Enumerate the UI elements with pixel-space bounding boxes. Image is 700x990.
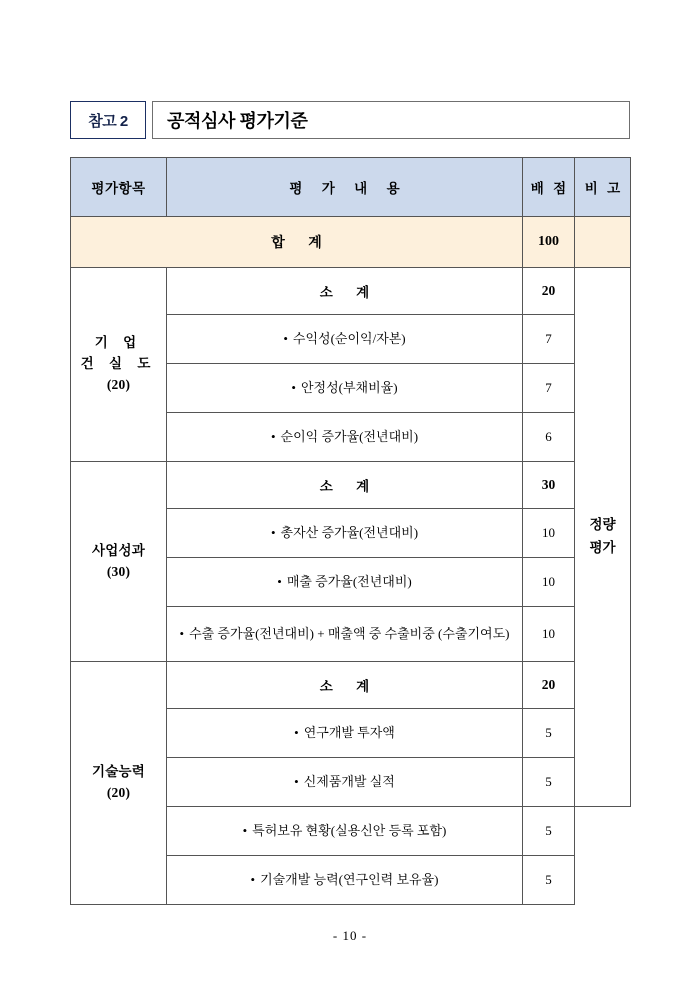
total-label: 합 계 [71, 217, 523, 268]
header-cell-item: 평가항목 [71, 158, 167, 217]
subtotal-score-1: 20 [523, 268, 575, 315]
note-line1: 정량 [589, 517, 616, 533]
bullet-icon: • [250, 872, 256, 888]
subtotal-label-1: 소 계 [167, 268, 523, 315]
criteria-score: 5 [523, 807, 575, 856]
category-cell-3 [71, 662, 167, 905]
note-cell-quantitative [575, 268, 631, 807]
criteria-desc [167, 607, 523, 662]
category-name-line2: (20) [106, 785, 131, 800]
bullet-icon: • [294, 725, 299, 741]
page-number: - 10 - [332, 928, 368, 943]
criteria-desc-text: 수익성(순이익/자본) [292, 331, 406, 347]
criteria-score: 10 [523, 509, 575, 558]
criteria-desc-text: 총자산 증가율(전년대비) [280, 525, 419, 541]
bullet-icon: • [291, 380, 296, 396]
category-name-line1: 기술능력 [92, 764, 145, 780]
category-name-line1: 기 업 [94, 335, 143, 351]
criteria-desc [167, 558, 523, 607]
criteria-desc-text: 특허보유 현황(실용신안 등록 포함) [252, 823, 447, 839]
criteria-score: 7 [523, 315, 575, 364]
criteria-desc-text: 안정성(부채비율) [300, 380, 398, 396]
criteria-desc [167, 509, 523, 558]
criteria-score: 5 [523, 758, 575, 807]
bullet-icon: • [270, 525, 276, 541]
total-note [575, 217, 631, 268]
bullet-icon: • [242, 823, 248, 839]
table-row-total [71, 217, 631, 268]
header-cell-score: 배 점 [523, 158, 575, 217]
bullet-icon: • [277, 574, 282, 590]
table-row-subtotal [71, 662, 631, 709]
criteria-score: 6 [523, 413, 575, 462]
page-title: 공적심사 평가기준 [167, 111, 308, 131]
table-row-subtotal [71, 462, 631, 509]
criteria-desc [167, 364, 523, 413]
criteria-table-wrapper [70, 157, 630, 905]
category-name-line1: 사업성과 [92, 542, 145, 558]
criteria-score: 5 [523, 856, 575, 905]
reference-tag: 참고 2 [70, 101, 146, 139]
total-score: 100 [523, 217, 575, 268]
category-cell-1 [71, 268, 167, 462]
criteria-desc-text: 수출 증가율(전년대비) + 매출액 중 수출비중 (수출기여도) [189, 626, 510, 642]
bullet-icon: • [270, 429, 276, 445]
category-name-line2: (30) [106, 563, 131, 579]
table-header-row [71, 158, 631, 217]
subtotal-label-2: 소 계 [167, 462, 523, 509]
criteria-desc [167, 315, 523, 364]
header-title-box [152, 101, 630, 139]
criteria-score: 5 [523, 709, 575, 758]
criteria-desc [167, 856, 523, 905]
header-cell-note: 비 고 [575, 158, 631, 217]
criteria-desc-text: 연구개발 투자액 [303, 725, 395, 741]
header-cell-desc: 평 가 내 용 [167, 158, 523, 217]
bullet-icon: • [294, 774, 299, 790]
criteria-score: 10 [523, 558, 575, 607]
criteria-desc [167, 709, 523, 758]
criteria-desc [167, 758, 523, 807]
note-line2: 평가 [589, 540, 616, 555]
criteria-table [70, 157, 631, 905]
criteria-score: 10 [523, 607, 575, 662]
subtotal-label-3: 소 계 [167, 662, 523, 709]
category-name-line2: 건 실 도 [80, 356, 157, 372]
bullet-icon: • [283, 331, 288, 347]
criteria-desc-text: 신제품개발 실적 [303, 774, 395, 790]
category-name-line3: (20) [106, 376, 131, 392]
table-row-subtotal [71, 268, 631, 315]
criteria-desc-text: 매출 증가율(전년대비) [286, 574, 412, 590]
criteria-score: 7 [523, 364, 575, 413]
category-cell-2 [71, 462, 167, 662]
subtotal-score-3: 20 [523, 662, 575, 709]
reference-header [70, 101, 630, 139]
subtotal-score-2: 30 [523, 462, 575, 509]
criteria-desc [167, 807, 523, 856]
criteria-desc-text: 순이익 증가율(전년대비) [280, 429, 419, 445]
criteria-desc [167, 413, 523, 462]
bullet-icon: • [179, 626, 185, 642]
criteria-desc-text: 기술개발 능력(연구인력 보유율) [260, 872, 439, 888]
